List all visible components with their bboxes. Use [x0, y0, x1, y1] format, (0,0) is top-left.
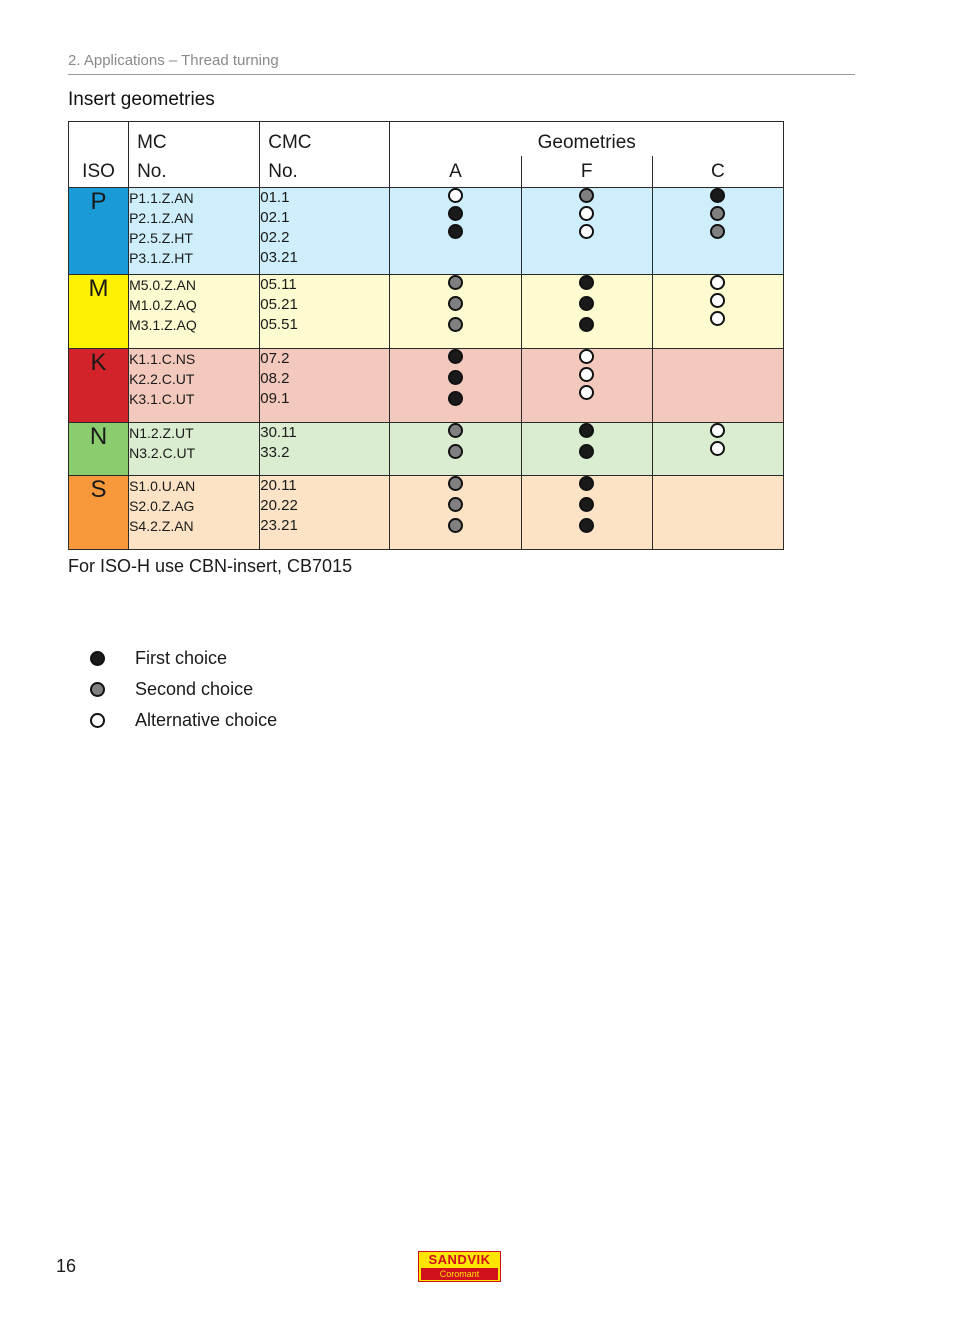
first-choice-dot-icon	[579, 296, 594, 311]
first-choice-dot-icon	[579, 518, 594, 533]
iso-h-note: For ISO-H use CBN-insert, CB7015	[68, 556, 353, 576]
geometry-a-cell	[390, 423, 521, 476]
mc-numbers-cell	[129, 349, 260, 423]
legend	[90, 643, 277, 736]
iso-header-spacer	[69, 122, 129, 157]
alternative-choice-dot-icon	[579, 349, 594, 364]
mc-number: N1.2.Z.UT	[129, 425, 194, 441]
first-choice-dot-icon	[579, 423, 594, 438]
mc-number: P1.1.Z.AN	[129, 190, 194, 206]
cmc-number: 20.11	[260, 477, 297, 494]
iso-n-cell: N	[69, 423, 129, 476]
alternative-choice-dot-icon	[579, 224, 594, 239]
geometry-a-cell	[390, 188, 521, 275]
second-choice-dot-icon	[448, 518, 463, 533]
alternative-choice-dot-icon	[579, 385, 594, 400]
legend-item-alternative	[90, 705, 277, 736]
geometry-f-cell	[521, 275, 652, 349]
first-choice-dot-icon	[448, 224, 463, 239]
geometry-a-cell	[390, 349, 521, 423]
cmc-number: 20.22	[260, 497, 298, 514]
alternative-choice-dot-icon	[710, 275, 725, 290]
iso-header: ISO	[69, 156, 129, 188]
first-choice-dot-icon	[579, 275, 594, 290]
section-title: Insert geometries	[68, 89, 215, 110]
alternative-choice-dot-icon	[710, 293, 725, 308]
second-choice-dot-icon	[710, 206, 725, 221]
cmc-number: 05.21	[260, 296, 298, 313]
cmc-numbers-cell	[260, 275, 390, 349]
table-row-p	[69, 188, 784, 275]
cmc-number: 05.11	[260, 276, 297, 293]
cmc-numbers-cell	[260, 349, 390, 423]
geometry-c-cell	[652, 423, 783, 476]
second-choice-dot-icon	[579, 188, 594, 203]
second-choice-dot-icon	[448, 444, 463, 459]
geometry-a-cell	[390, 275, 521, 349]
mc-number: K2.2.C.UT	[129, 371, 195, 387]
geometry-c-header: C	[652, 156, 783, 188]
mc-numbers-cell	[129, 476, 260, 550]
geometry-a-header: A	[390, 156, 521, 188]
cmc-number: 23.21	[260, 517, 298, 534]
mc-number: N3.2.C.UT	[129, 445, 196, 461]
mc-number: P2.1.Z.AN	[129, 210, 194, 226]
alternative-choice-dot-icon	[579, 367, 594, 382]
geometry-c-cell	[652, 476, 783, 550]
mc-number: P2.5.Z.HT	[129, 230, 193, 246]
mc-number: S2.0.Z.AG	[129, 498, 195, 514]
geometry-f-header: F	[521, 156, 652, 188]
cmc-numbers-cell	[260, 188, 390, 275]
iso-p-cell: P	[69, 188, 129, 275]
table-row-k	[69, 349, 784, 423]
second-choice-dot-icon	[448, 476, 463, 491]
second-choice-dot-icon	[448, 317, 463, 332]
cmc-number: 30.11	[260, 424, 297, 441]
cmc-numbers-cell	[260, 476, 390, 550]
first-choice-dot-icon	[448, 349, 463, 364]
first-choice-dot-icon	[579, 497, 594, 512]
geometry-a-cell	[390, 476, 521, 550]
iso-m-cell: M	[69, 275, 129, 349]
cmc-number: 03.21	[260, 249, 298, 266]
mc-numbers-cell	[129, 188, 260, 275]
mc-header: MC	[129, 122, 260, 157]
cmc-no-header: No.	[260, 156, 390, 188]
table-row-s	[69, 476, 784, 550]
mc-numbers-cell	[129, 423, 260, 476]
cmc-number: 01.1	[260, 189, 290, 206]
first-choice-dot-icon	[448, 206, 463, 221]
insert-geometries-table	[68, 121, 784, 550]
first-choice-dot-icon	[579, 476, 594, 491]
legend-item-second	[90, 674, 277, 705]
alternative-choice-dot-icon	[710, 423, 725, 438]
alternative-choice-dot-icon	[90, 713, 105, 728]
first-choice-dot-icon	[448, 391, 463, 406]
geometry-c-cell	[652, 188, 783, 275]
mc-number: P3.1.Z.HT	[129, 250, 193, 266]
cmc-number: 09.1	[260, 390, 290, 407]
geometry-f-cell	[521, 188, 652, 275]
alternative-choice-dot-icon	[710, 441, 725, 456]
second-choice-dot-icon	[710, 224, 725, 239]
cmc-header: CMC	[260, 122, 390, 157]
sandvik-coromant-logo	[418, 1251, 501, 1282]
mc-no-header: No.	[129, 156, 260, 188]
table-row-n	[69, 423, 784, 476]
cmc-number: 02.2	[260, 229, 290, 246]
alternative-choice-dot-icon	[710, 311, 725, 326]
legend-label: First choice	[135, 648, 228, 668]
mc-numbers-cell	[129, 275, 260, 349]
second-choice-dot-icon	[448, 275, 463, 290]
first-choice-dot-icon	[579, 317, 594, 332]
geometry-c-cell	[652, 349, 783, 423]
legend-item-first	[90, 643, 277, 674]
first-choice-dot-icon	[710, 188, 725, 203]
page-number: 16	[56, 1256, 77, 1276]
table-row-m	[69, 275, 784, 349]
mc-number: M3.1.Z.AQ	[129, 317, 197, 333]
cmc-number: 02.1	[260, 209, 290, 226]
mc-number: S1.0.U.AN	[129, 478, 196, 494]
geometries-header: Geometries	[390, 122, 784, 157]
mc-number: S4.2.Z.AN	[129, 518, 194, 534]
second-choice-dot-icon	[90, 682, 105, 697]
cmc-number: 33.2	[260, 444, 290, 461]
alternative-choice-dot-icon	[579, 206, 594, 221]
logo-subbrand: Coromant	[421, 1268, 498, 1280]
first-choice-dot-icon	[90, 651, 105, 666]
mc-number: K1.1.C.NS	[129, 351, 196, 367]
logo-brand: SANDVIK	[428, 1252, 491, 1267]
header-divider	[68, 74, 855, 75]
second-choice-dot-icon	[448, 296, 463, 311]
second-choice-dot-icon	[448, 497, 463, 512]
iso-k-cell: K	[69, 349, 129, 423]
geometry-f-cell	[521, 423, 652, 476]
second-choice-dot-icon	[448, 423, 463, 438]
geometry-f-cell	[521, 476, 652, 550]
cmc-number: 05.51	[260, 316, 298, 333]
alternative-choice-dot-icon	[448, 188, 463, 203]
cmc-number: 08.2	[260, 370, 290, 387]
mc-number: M1.0.Z.AQ	[129, 297, 197, 313]
mc-number: M5.0.Z.AN	[129, 277, 196, 293]
iso-s-cell: S	[69, 476, 129, 550]
breadcrumb: 2. Applications – Thread turning	[68, 52, 279, 69]
cmc-numbers-cell	[260, 423, 390, 476]
legend-label: Second choice	[135, 679, 254, 699]
legend-label: Alternative choice	[135, 710, 278, 730]
first-choice-dot-icon	[448, 370, 463, 385]
geometry-c-cell	[652, 275, 783, 349]
cmc-number: 07.2	[260, 350, 290, 367]
geometry-f-cell	[521, 349, 652, 423]
mc-number: K3.1.C.UT	[129, 391, 195, 407]
first-choice-dot-icon	[579, 444, 594, 459]
